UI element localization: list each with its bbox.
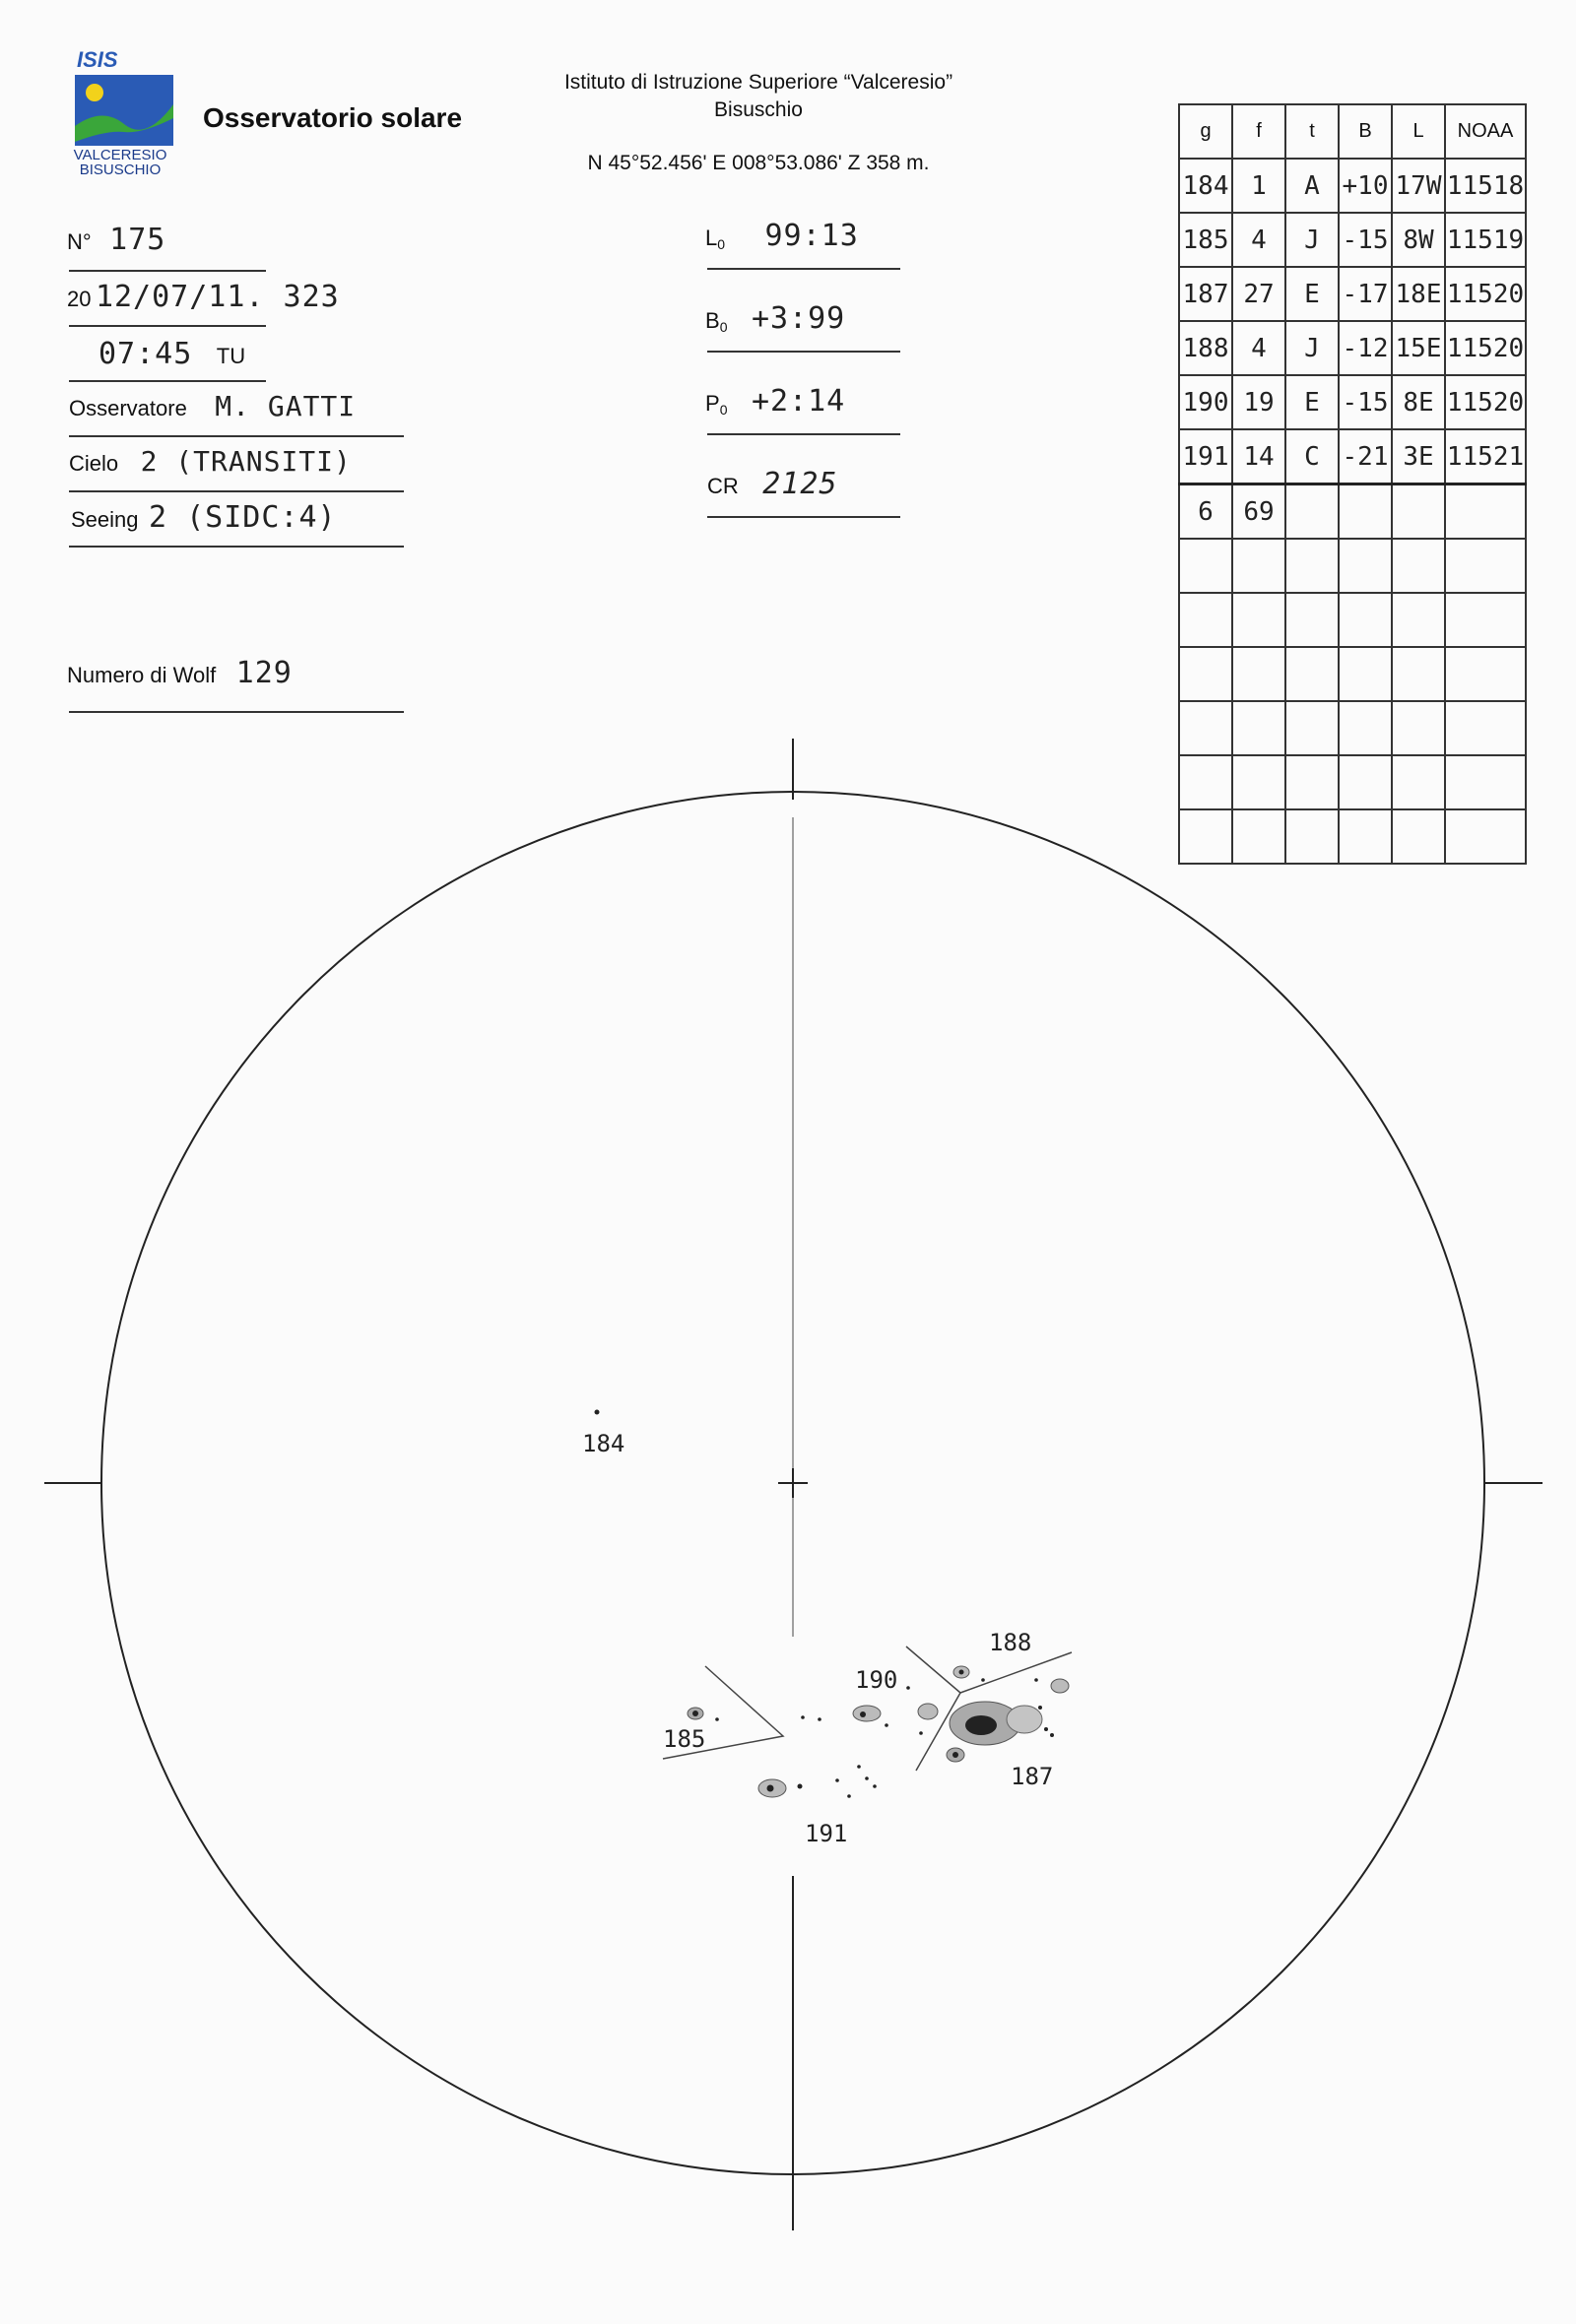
institute-line-2: Bisuschio (714, 98, 803, 121)
site-coordinates: N 45°52.456' E 008°53.086' Z 358 m. (587, 152, 930, 174)
cell-b: -15 (1339, 375, 1392, 429)
cell-f: 69 (1232, 484, 1285, 540)
spot-group-190-umbra (860, 1711, 866, 1717)
cell-f: 4 (1232, 213, 1285, 267)
institute-line-1: Istituto di Istruzione Superiore “Valceresio” (563, 71, 953, 94)
cell-g: 190 (1179, 375, 1232, 429)
cell-l: 18E (1392, 267, 1445, 321)
spot-group-187-follower (1007, 1706, 1042, 1733)
cell-t: J (1285, 321, 1339, 375)
header-f: f (1232, 104, 1285, 159)
header-l: L (1392, 104, 1445, 159)
cell-g: 187 (1179, 267, 1232, 321)
l0-label: L (705, 226, 718, 250)
observatory-title: Osservatorio solare (203, 102, 463, 133)
cell-f: 1 (1232, 159, 1285, 213)
p0-sub: 0 (719, 402, 728, 419)
wolf-value: 129 (235, 656, 293, 690)
seeing-value: 2 (SIDC:4) (148, 500, 337, 535)
cell-g: 184 (1179, 159, 1232, 213)
spot-group-184 (595, 1410, 600, 1415)
spot-group-187-pore-3 (1050, 1733, 1054, 1737)
b0-value: +3:99 (751, 301, 846, 336)
cell-t: J (1285, 213, 1339, 267)
header-t: t (1285, 104, 1339, 159)
header-g: g (1179, 104, 1232, 159)
cell-l: 8E (1392, 375, 1445, 429)
spot-group-191-pore-1 (798, 1784, 803, 1789)
observer-label: Osservatore (69, 396, 187, 420)
spot-group-187-pore-2 (1044, 1727, 1048, 1731)
cell-f: 14 (1232, 429, 1285, 484)
logo-wordmark: ISIS (77, 47, 118, 72)
label-group-187: 187 (1011, 1763, 1054, 1790)
cell-l: 15E (1392, 321, 1445, 375)
spot-group-185-pore (715, 1717, 719, 1721)
l0-sub: 0 (717, 236, 726, 253)
seeing-label: Seeing (71, 507, 139, 532)
sky-value: 2 (TRANSITI) (140, 445, 352, 478)
cell-t: E (1285, 267, 1339, 321)
cell-noaa: 11521 (1445, 429, 1526, 484)
spot-group-190-pore-4 (906, 1686, 910, 1690)
spot-group-190-pore-1 (801, 1715, 805, 1719)
label-group-184: 184 (582, 1430, 625, 1457)
label-group-185: 185 (663, 1725, 706, 1753)
cell-b: -17 (1339, 267, 1392, 321)
cell-b: +10 (1339, 159, 1392, 213)
observer-value: M. GATTI (215, 390, 357, 422)
spot-group-191-pore-2 (835, 1778, 839, 1782)
header-b: B (1339, 104, 1392, 159)
date-prefix: 20 (67, 287, 92, 311)
b0-label: B (705, 308, 720, 333)
spot-group-188-follower (1051, 1679, 1069, 1693)
spot-group-190-leader (853, 1706, 881, 1721)
cell-noaa: 11518 (1445, 159, 1526, 213)
date-value: 12/07/11. 323 (95, 280, 340, 314)
cell-f: 4 (1232, 321, 1285, 375)
spot-group-185-umbra (692, 1711, 698, 1716)
spot-group-188-pore-1 (981, 1678, 985, 1682)
spot-group-191-pore-6 (873, 1784, 877, 1788)
cell-t: E (1285, 375, 1339, 429)
cr-label: CR (707, 474, 739, 498)
cell-t: C (1285, 429, 1339, 484)
number-label: N° (67, 229, 92, 254)
cell-g: 6 (1179, 484, 1232, 540)
cell-f: 27 (1232, 267, 1285, 321)
cell-b: -12 (1339, 321, 1392, 375)
logo-caption-line2: BISUSCHIO (79, 161, 162, 178)
spot-group-191-pore-3 (847, 1794, 851, 1798)
label-group-191: 191 (805, 1820, 848, 1847)
cell-l: 3E (1392, 429, 1445, 484)
cell-f: 19 (1232, 375, 1285, 429)
sky-label: Cielo (69, 451, 119, 476)
logo-caption-line1: VALCERESIO (73, 147, 167, 163)
cell-noaa: 11520 (1445, 267, 1526, 321)
cell-g: 188 (1179, 321, 1232, 375)
cr-value: 2125 (762, 467, 838, 501)
cell-noaa: 11520 (1445, 321, 1526, 375)
l0-value: 99:13 (764, 219, 859, 253)
time-unit: TU (216, 344, 246, 368)
spot-group-187-umbra (965, 1715, 997, 1735)
spot-group-191-umbra (767, 1785, 774, 1792)
cell-b: -21 (1339, 429, 1392, 484)
cell-l: 8W (1392, 213, 1445, 267)
spot-group-190-pore-5 (919, 1731, 923, 1735)
spot-group-188-umbra (959, 1670, 964, 1675)
cell-noaa: 11519 (1445, 213, 1526, 267)
spot-group-187-south-umbra (952, 1752, 958, 1758)
spot-group-188-pore-2 (1034, 1678, 1038, 1682)
p0-value: +2:14 (751, 384, 846, 419)
b0-sub: 0 (719, 319, 728, 336)
cell-g: 185 (1179, 213, 1232, 267)
cell-g: 191 (1179, 429, 1232, 484)
label-group-188: 188 (989, 1629, 1032, 1656)
cell-noaa: 11520 (1445, 375, 1526, 429)
spot-group-190-pore-3 (885, 1723, 888, 1727)
cell-l: 17W (1392, 159, 1445, 213)
wolf-label: Numero di Wolf (67, 663, 217, 687)
spot-group-190-follower (918, 1704, 938, 1719)
label-group-190: 190 (855, 1666, 898, 1694)
header-noaa: NOAA (1445, 104, 1526, 159)
spot-group-191-pore-5 (865, 1776, 869, 1780)
number-value: 175 (109, 223, 166, 257)
cell-b: -15 (1339, 213, 1392, 267)
spot-group-190-pore-2 (818, 1717, 821, 1721)
time-value: 07:45 (98, 337, 193, 371)
spot-group-191-pore-4 (857, 1765, 861, 1769)
cell-t: A (1285, 159, 1339, 213)
spot-group-187-pore-1 (1038, 1706, 1042, 1710)
p0-label: P (705, 391, 720, 416)
